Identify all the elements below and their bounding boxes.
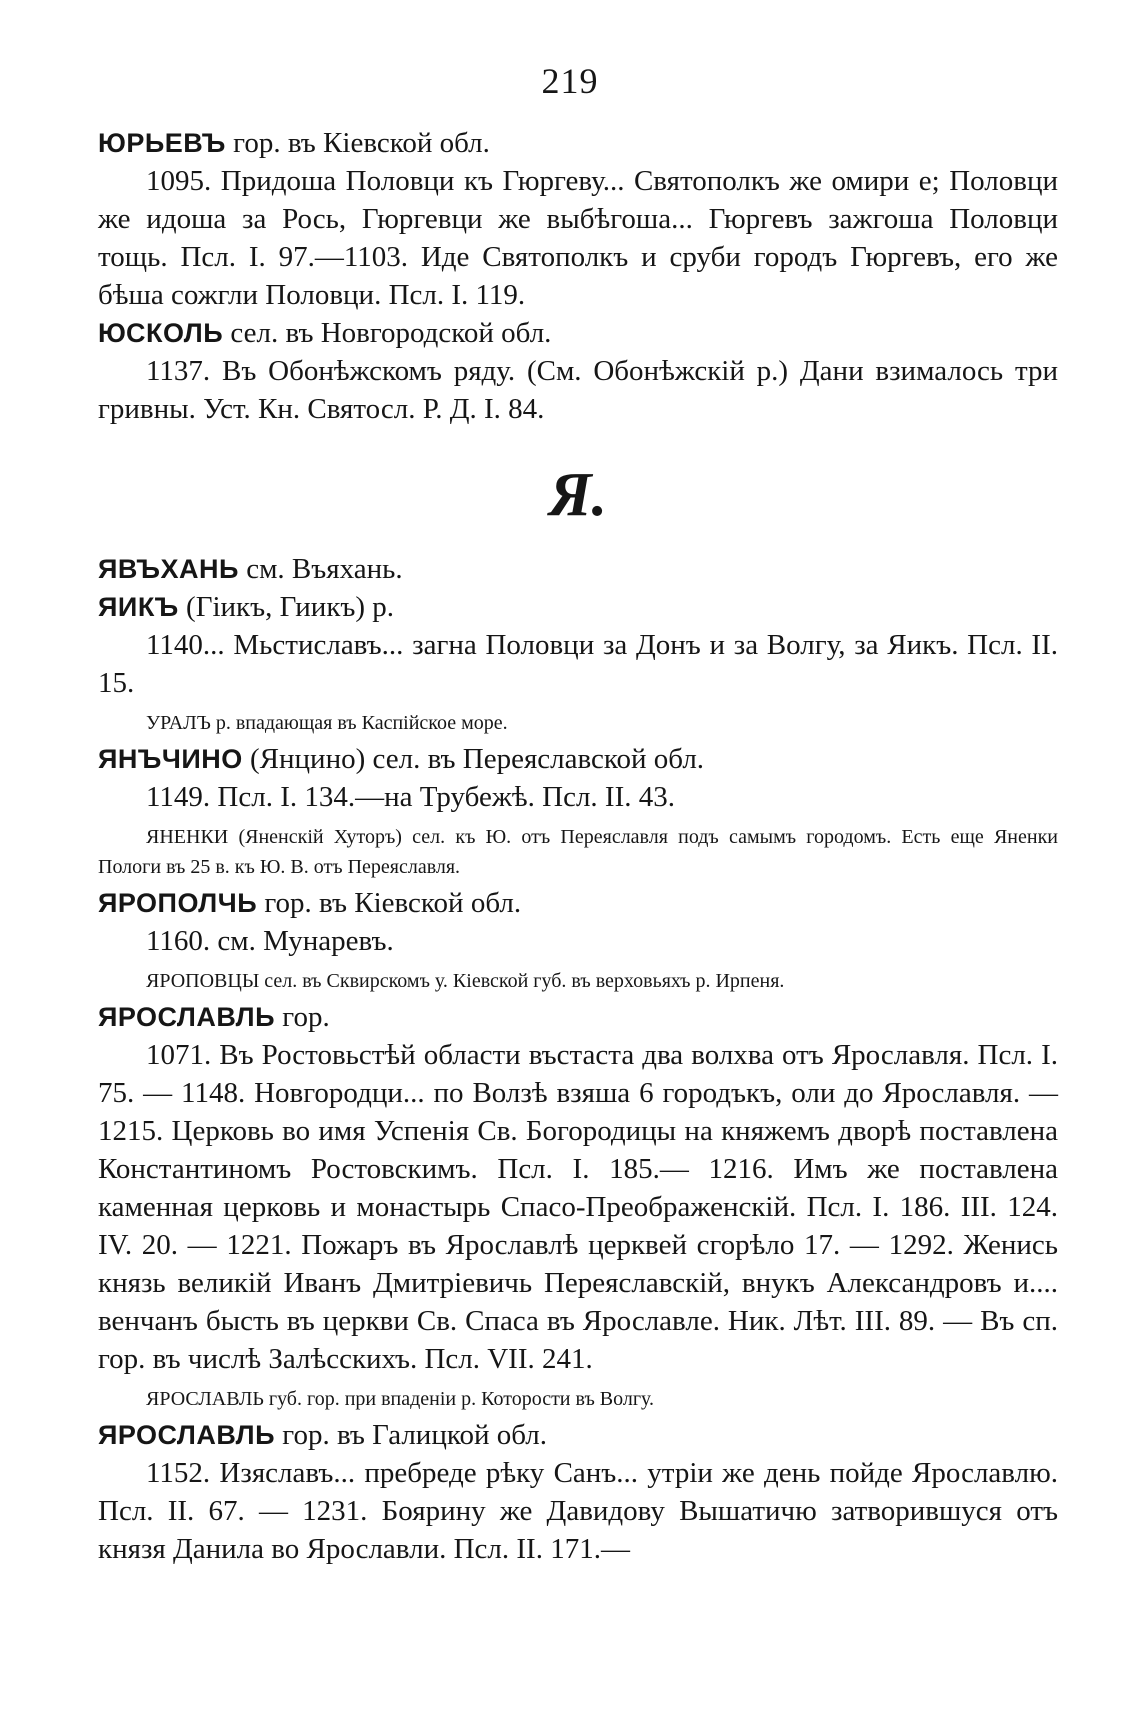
headword-description: сел. въ Новгородской обл. [223, 317, 552, 349]
page-number: 219 [541, 61, 599, 101]
entry-heading [98, 998, 1058, 1036]
entry-yaik [98, 588, 1058, 738]
headword-description: гор. въ Галицкой обл. [275, 1419, 547, 1451]
section-letter: Я. [548, 461, 608, 529]
headword: ЯРОСЛАВЛЬ [98, 1420, 276, 1450]
entry-yavkhan [98, 550, 1058, 588]
entry-yuryev [98, 124, 1058, 314]
headword-description: (Гіикъ, Гиикъ) р. [178, 591, 395, 623]
headword: ЯВЪХАНЬ [98, 554, 239, 584]
entry-text: 1137. Въ Обонѣжскомъ ряду. (См. Обонѣжскій р.) Дани взималось три гривны. Уст. Кн. Святосл. Р. Д. I. 84. [98, 355, 1058, 425]
headword: ЯРОПОЛЧЬ [98, 888, 258, 918]
headword-description: гор. [275, 1001, 330, 1033]
entry-yuskol [98, 314, 1058, 428]
entry-text: 1140... Мьстиславъ... загна Половци за Донъ и за Волгу, за Яикъ. Псл. II. 15. [98, 629, 1058, 699]
entry-heading [98, 588, 1058, 626]
entry-note: ЯРОПОВЦЫ сел. въ Сквирскомъ у. Кіевской губ. въ верховьяхъ р. Ирпеня. [146, 970, 785, 992]
entry-yanchino [98, 740, 1058, 882]
page-content [98, 124, 1058, 1568]
entry-yaroslavl [98, 998, 1058, 1414]
entry-note: ЯНЕНКИ (Яненскій Хуторъ) сел. къ Ю. отъ Переяславля подъ самымъ городомъ. Есть еще Яненки Пологи въ 25 в. къ Ю. В. отъ Переяславля. [98, 826, 1058, 878]
entry-yaropolch [98, 884, 1058, 996]
entry-text: 1160. см. Мунаревъ. [146, 925, 394, 957]
entry-text: 1152. Изяславъ... пребреде рѣку Санъ... утріи же день пойде Ярославлю. Псл. II. 67. — 1231. Боярину же Давидову Вышатичю затворившуся отъ князя Данила во Ярославли. Псл. II. 171.— [98, 1457, 1058, 1565]
headword-description: гор. въ Кіевской обл. [257, 887, 522, 919]
entry-note: ЯРОСЛАВЛЬ губ. гор. при впаденіи р. Которости въ Волгу. [146, 1388, 655, 1410]
entry-text: 1071. Въ Ростовьстѣй области въстаста два волхва отъ Ярославля. Псл. I. 75. — 1148. Новгородци... по Волзѣ взяша 6 городъкъ, оли до Ярославля. — 1215. Церковь во имя Успенія Св. Богородицы на княжемъ дворѣ поставлена Константиномъ Ростовскимъ. Псл. I. 185.— 1216. Имъ же поставлена каменная церковь и монастырь Спасо-Преображенскій. Псл. I. 186. III. 124. IV. 20. — 1221. Пожаръ въ Ярославлѣ церквей сгорѣло 17. — 1292. Женись князь великій Иванъ Дмитріевичь Переяславскій, внукъ Александровъ и.... венчанъ бысть въ церкви Св. Спаса въ Ярославле. Ник. Лѣт. III. 89. — Въ сп. гор. въ числѣ Залѣсскихъ. Псл. VII. 241. [98, 1039, 1058, 1375]
headword-description: (Янцино) сел. въ Переяславской обл. [242, 743, 705, 775]
headword: ЯРОСЛАВЛЬ [98, 1002, 276, 1032]
entry-text: 1149. Псл. I. 134.—на Трубежѣ. Псл. II. 43. [146, 781, 675, 813]
headword: ЮРЬЕВЪ [98, 128, 226, 158]
headword-description: гор. въ Кіевской обл. [225, 127, 490, 159]
headword-description: см. Въяхань. [238, 553, 403, 585]
headword: ЯИКЪ [98, 592, 179, 622]
entry-heading [98, 124, 1058, 162]
entry-note: УРАЛЪ р. впадающая въ Каспійское море. [146, 712, 508, 734]
entry-text: 1095. Придоша Половци къ Гюргеву... Святополкъ же омири е; Половци же идоша за Рось, Гюргевци же выбѣгоша... Гюргевъ зажгоша Половци тощь. Псл. I. 97.—1103. Иде Святополкъ и сруби городъ Гюргевъ, его же бѣша сожгли Половци. Псл. I. 119. [98, 165, 1058, 311]
headword: ЮСКОЛЬ [98, 318, 224, 348]
entry-heading [98, 884, 1058, 922]
entry-heading [98, 740, 1058, 778]
entry-heading [98, 1416, 1058, 1454]
entry-heading [98, 314, 1058, 352]
headword: ЯНЪЧИНО [98, 744, 243, 774]
entry-heading [98, 550, 1058, 588]
entry-yaroslavl-galich [98, 1416, 1058, 1568]
